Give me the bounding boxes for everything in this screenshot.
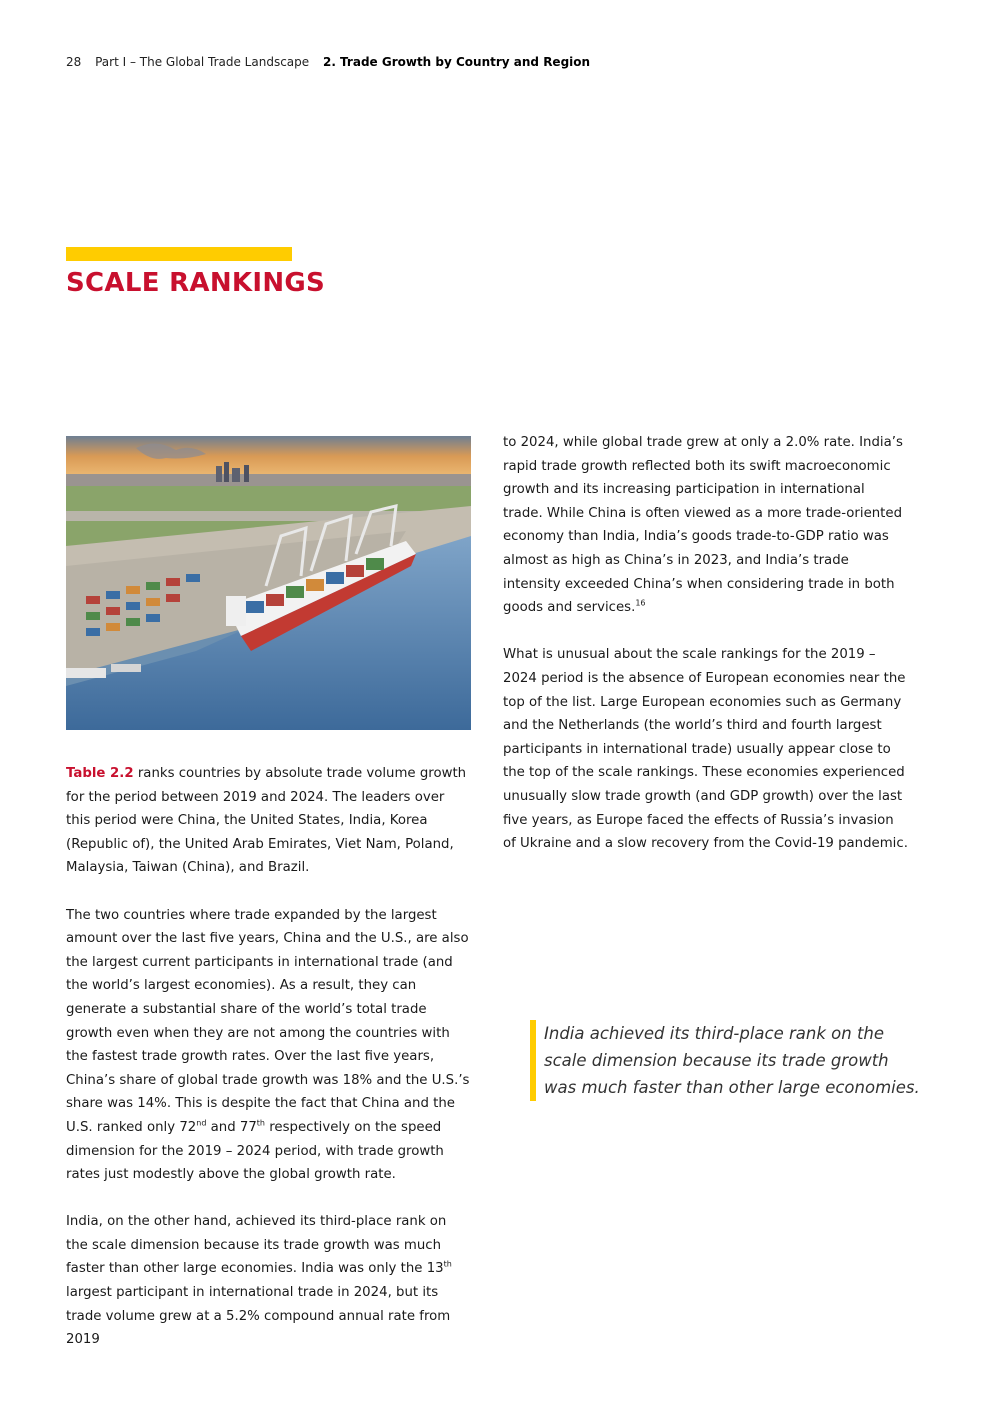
- pull-quote: India achieved its third-place rank on the scale dimension because its trade growth was much faster than other large economies.: [530, 1020, 922, 1101]
- paragraph-text: largest participant in international trade in 2024, but its trade volume grew at a 5.2% compound annual rate from 2019: [66, 1285, 451, 1348]
- paragraph: [66, 1210, 471, 1352]
- paragraph: [66, 904, 471, 1187]
- section-title: 2. Trade Growth by Country and Region: [322, 55, 591, 69]
- container-port-photo: [66, 436, 471, 730]
- paragraph-text: The two countries where trade expanded by the largest amount over the last five years, China and the U.S., are also the largest current participants in international trade (and the world’s largest economies). As a result, they can generate a substantial share of the world’s total trade growth even when they are not among the countries with the fastest trade growth rates. Over the last five years, China’s share of global trade growth was 18% and the U.S.’s share was 14%. This is despite the fact that China and the U.S. ranked only 72: [66, 907, 470, 1135]
- part-title: Part I – The Global Trade Landscape: [95, 55, 310, 69]
- paragraph-text: to 2024, while global trade grew at only a 2.0% rate. India’s rapid trade growth reflected both its swift macroeconomic growth and its increasing participation in international trade. While China is often viewed as a more trade-oriented economy than India, India’s goods trade-to-GDP ratio was almost as high as China’s in 2023, and India’s trade intensity exceeded China’s when considering trade in both goods and services.: [503, 435, 903, 616]
- left-text-column: [66, 762, 471, 1375]
- paragraph: [66, 762, 471, 880]
- heading-accent-bar: [66, 247, 292, 261]
- paragraph-text: and 77: [206, 1119, 257, 1135]
- paragraph-text: ranks countries by absolute trade volume growth for the period between 2019 and 2024. The leaders over this period were China, the United States, India, Korea (Republic of), the United Arab Emirates, Viet Nam, Poland, Malaysia, Taiwan (China), and Brazil.: [66, 766, 467, 876]
- paragraph-text: What is unusual about the scale rankings for the 2019 – 2024 period is the absence of European economies near the top of the list. Large European economies such as Germany and the Netherlands (the world’s third and fourth largest participants in international trade) usually appear close to the top of the scale rankings. These economies experienced unusually slow trade growth (and GDP growth) over the last five years, as Europe faced the effects of Russia’s invasion of Ukraine and a slow recovery from the Covid-19 pandemic.: [503, 647, 908, 852]
- paragraph: [503, 431, 908, 620]
- paragraph-text: India, on the other hand, achieved its third-place rank on the scale dimension because its trade growth was much faster than other large economies. India was only the 13: [66, 1214, 447, 1277]
- page-heading: SCALE RANKINGS: [66, 268, 326, 298]
- footnote-marker[interactable]: 16: [635, 598, 646, 608]
- running-header: [66, 55, 600, 69]
- paragraph: [503, 643, 908, 855]
- page-number: 28: [66, 55, 82, 69]
- table-reference-link[interactable]: Table 2.2: [66, 766, 134, 781]
- ordinal-suffix: nd: [196, 1118, 207, 1128]
- paragraph-text: respectively on the speed dimension for the 2019 – 2024 period, with trade growth rates just modestly above the global growth rate.: [66, 1119, 444, 1183]
- ordinal-suffix: th: [256, 1118, 266, 1128]
- right-text-column: [503, 431, 908, 879]
- ordinal-suffix: th: [443, 1260, 452, 1270]
